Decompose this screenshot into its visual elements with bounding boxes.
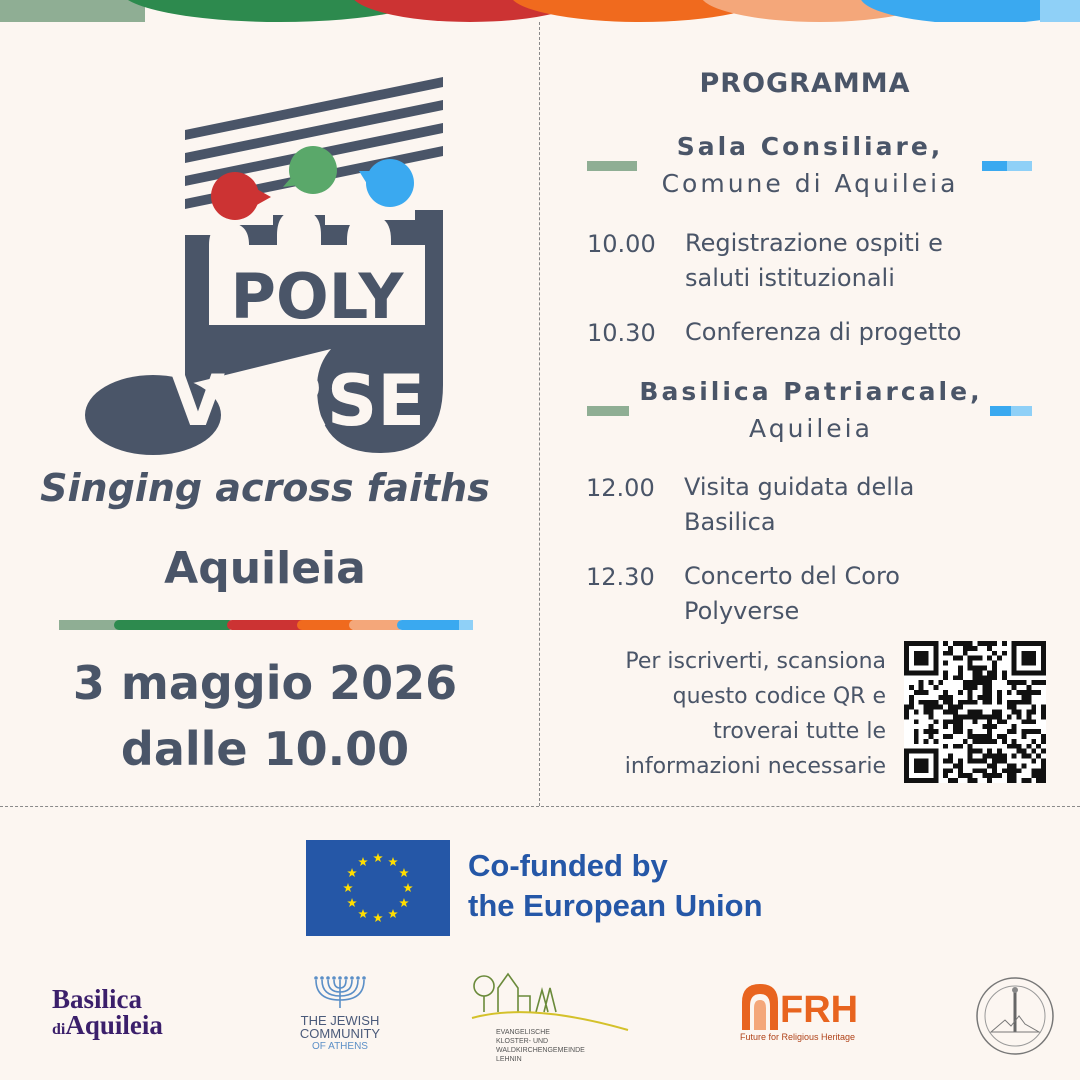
logo-word-verse: VERSE [170,360,426,442]
jewish-logo-line: THE JEWISH [300,1013,380,1028]
frh-logo [740,982,880,1042]
programme-title: PROGRAMMA [699,68,911,99]
schedule-activity [684,470,1014,540]
schedule-activity [685,226,1015,296]
schedule-time: 12.30 [586,563,655,591]
top-decorative-band [0,0,1080,22]
vertical-divider [539,22,540,806]
schedule-activity: Conferenza di progetto [685,318,962,346]
schedule-activity [684,559,1014,629]
venue-name: Basilica Patriarcale, [639,377,983,406]
qr-text-line: Per iscriverti, scansiona [625,649,886,674]
basilica-aquileia-logo [52,986,182,1043]
frh-arch-icon [740,982,780,1030]
eu-flag [306,840,450,936]
venue-basilica-patriarcale [635,373,987,447]
event-date-day: 3 maggio 2026 [72,656,458,710]
venue-location: Comune di Aquileia [661,169,959,198]
activity-line: Polyverse [684,597,800,625]
evangelische-logo-line: KLOSTER- UND WALDKIRCHENGEMEINDE [496,1038,585,1054]
qr-code[interactable] [904,641,1046,783]
activity-line: Concerto del Coro [684,562,900,590]
logo-word-poly: POLY [230,260,404,333]
venue-location: Aquileia [749,414,873,443]
schedule-time: 10.00 [587,230,656,258]
horizontal-divider [0,806,1080,807]
venue-right-bar [982,161,1032,171]
polyverse-logo [85,75,450,465]
eu-funding-line: Co-funded by [468,848,668,883]
qr-text-line: troverai tutte le [713,719,886,744]
municipal-seal-icon [975,976,1055,1056]
evangelische-kirchengemeinde-logo [470,972,635,1064]
jewish-logo-line: COMMUNITY [299,1026,381,1041]
qr-text-line: questo codice QR e [672,684,886,709]
venue-left-bar [587,161,637,171]
church-trees-icon [470,972,630,1032]
color-bar [59,620,473,630]
frh-full-name: Future for Religious Heritage [740,1032,856,1042]
schedule-time: 10.30 [587,319,656,347]
venue-right-bar [990,406,1032,416]
evangelische-logo-line: LEHNIN [496,1056,522,1063]
event-tagline: Singing across faiths [40,466,490,510]
frh-abbr: FRH [780,989,859,1031]
jewish-community-logo [275,974,405,1053]
event-date-time: dalle 10.00 [120,722,410,776]
venue-name: Sala Consiliare, [676,132,944,161]
activity-line: Basilica [684,508,776,536]
eu-funding-text [468,846,763,926]
basilica-logo-line: Basilica [52,984,143,1014]
activity-line: Visita guidata della [684,473,915,501]
venue-sala-consiliare [640,128,980,202]
schedule-time: 12.00 [586,474,655,502]
jewish-logo-line: OF ATHENS [312,1041,368,1052]
activity-line: Registrazione ospiti e [685,229,943,257]
venue-left-bar [587,406,629,416]
event-city: Aquileia [164,543,366,594]
event-date [40,650,490,782]
qr-instructions [560,644,886,784]
basilica-logo-line: Aquileia [65,1010,163,1040]
activity-line: saluti istituzionali [685,264,895,292]
qr-text-line: informazioni necessarie [624,754,886,779]
evangelische-logo-line: EVANGELISCHE [496,1029,550,1036]
basilica-logo-di: di [52,1021,66,1038]
menorah-icon [310,974,370,1010]
eu-funding-line: the European Union [468,888,763,923]
